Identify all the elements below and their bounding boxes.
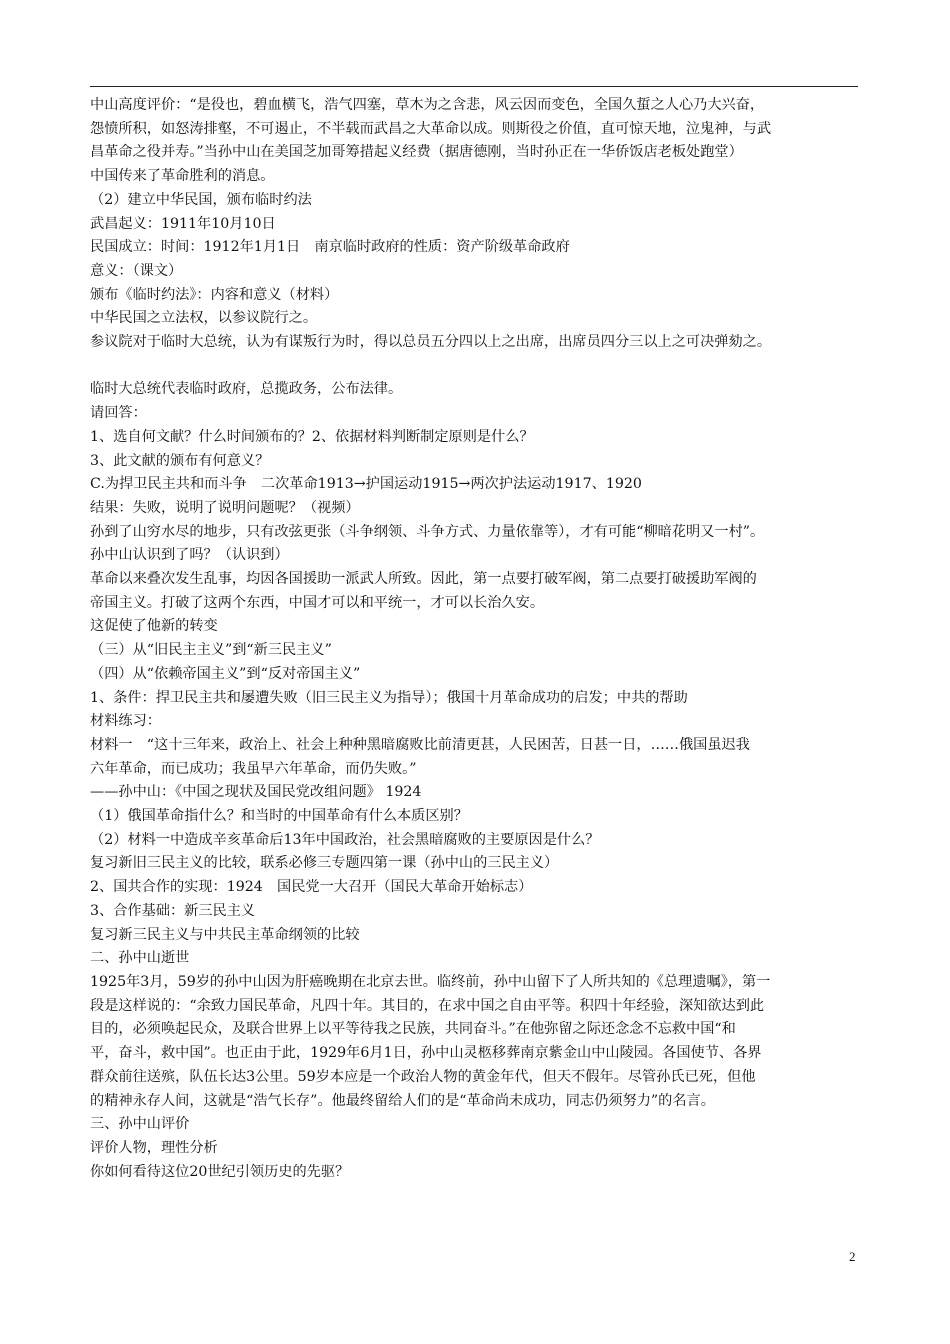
text-line: 颁布《临时约法》：内容和意义（材料） <box>90 286 339 303</box>
text-line: 怨愤所积，如怒涛排壑，不可遏止，不半载而武昌之大革命以成。则斯役之价值，直可惊天地，泣鬼神，与武 <box>90 120 772 137</box>
text-line: 3、合作基础：新三民主义 <box>90 902 256 919</box>
text-line: 临时大总统代表临时政府，总揽政务，公布法律。 <box>90 381 403 398</box>
text-line: （四）从“依赖帝国主义”到“反对帝国主义” <box>90 665 361 682</box>
text-line: 这促使了他新的转变 <box>90 618 218 635</box>
text-line: 帝国主义。打破了这两个东西，中国才可以和平统一，才可以长治久安。 <box>90 594 545 611</box>
text-line: 平，奋斗，救中国”。也正由于此，1929年6月1日，孙中山灵柩移葬南京紫金山中山陵园。各国使节、各界 <box>90 1045 762 1062</box>
text-line: 民国成立：时间：1912年1月1日 南京临时政府的性质：资产阶级革命政府 <box>90 239 570 256</box>
text-line: （1）俄国革命指什么？和当时的中国革命有什么本质区别？ <box>90 808 468 825</box>
text-line: 结果：失败，说明了说明问题呢？（视频） <box>90 499 360 516</box>
text-line: 中国传来了革命胜利的消息。 <box>90 168 275 185</box>
text-line: 材料一 “这十三年来，政治上、社会上种种黑暗腐败比前清更甚，人民困苦，日甚一日，……俄国虽迟我 <box>90 736 750 753</box>
text-line: 2、国共合作的实现：1924 国民党一大召开（国民大革命开始标志） <box>90 879 533 896</box>
document-body <box>90 94 862 1184</box>
text-line: 你如何看待这位20世纪引领历史的先驱？ <box>90 1163 350 1180</box>
text-line: 孙中山认识到了吗？（认识到） <box>90 547 289 564</box>
text-line: 孙到了山穷水尽的地步，只有改弦更张（斗争纲领、斗争方式、力量依靠等），才有可能“柳暗花明又一村”。 <box>90 523 765 540</box>
text-line: 六年革命，而已成功；我虽早六年革命，而仍失败。” <box>90 760 417 777</box>
header-rule <box>90 86 858 87</box>
text-line: 3、此文献的颁布有何意义？ <box>90 452 270 469</box>
text-line: 意义：（课文） <box>90 262 183 279</box>
text-line: 中山高度评价：“是役也，碧血横飞，浩气四塞，草木为之含悲，风云因而变色，全国久蜇之人心乃大兴奋， <box>90 97 765 113</box>
text-line: 的精神永存人间，这就是“浩气长存”。他最终留给人们的是“革命尚未成功，同志仍须努力”的名言。 <box>90 1092 715 1109</box>
text-line: 段是这样说的：“余致力国民革命，凡四十年。其目的，在求中国之自由平等。积四十年经验，深知欲达到此 <box>90 997 765 1014</box>
page-number: 2 <box>849 1249 856 1264</box>
text-line: 材料练习： <box>90 713 161 730</box>
text-line: 革命以来叠次发生乱事，均因各国援助一派武人所致。因此，第一点要打破军阀，第二点要打破援助军阀的 <box>90 571 757 588</box>
text-line: （2）建立中华民国，颁布临时约法 <box>90 191 312 208</box>
text-line: （2）材料一中造成辛亥革命后13年中国政治，社会黑暗腐败的主要原因是什么？ <box>90 831 600 848</box>
text-line: 1925年3月，59岁的孙中山因为肝癌晚期在北京去世。临终前，孙中山留下了人所共知的《总理遗嘱》，第一 <box>90 974 771 990</box>
text-line: 群众前往送殡，队伍长达3公里。59岁本应是一个政治人物的黄金年代，但天不假年。尽管孙氏已死，但他 <box>90 1068 756 1085</box>
text-line: 目的，必须唤起民众，及联合世界上以平等待我之民族，共同奋斗。”在他弥留之际还念念不忘救中国“和 <box>90 1021 736 1038</box>
text-line: （三）从“旧民主主义”到“新三民主义” <box>90 642 332 659</box>
text-line: 1、条件：捍卫民主共和屡遭失败（旧三民主义为指导）；俄国十月革命成功的启发；中共的帮助 <box>90 689 688 706</box>
text-line: 复习新旧三民主义的比较，联系必修三专题四第一课（孙中山的三民主义） <box>90 855 559 872</box>
text-line: 昌革命之役并寿。”当孙中山在美国芝加哥筹措起义经费（据唐德刚，当时孙正在一华侨饭店老板处跑堂） <box>90 144 743 161</box>
text-line: 请回答： <box>90 405 147 422</box>
blank-line <box>90 355 862 379</box>
text-line: 中华民国之立法权，以参议院行之。 <box>90 310 318 327</box>
text-line: ——孙中山：《中国之现状及国民党改组问题》 1924 <box>90 784 422 801</box>
text-line: 1、选自何文献？什么时间颁布的？2、依据材料判断制定原则是什么？ <box>90 428 534 445</box>
text-line: C.为捍卫民主共和而斗争 二次革命1913→护国运动1915→两次护法运动1917、1920 <box>90 476 642 493</box>
text-line: 武昌起义：1911年10月10日 <box>90 215 276 232</box>
text-line: 复习新三民主义与中共民主革命纲领的比较 <box>90 926 360 943</box>
text-line: 三、孙中山评价 <box>90 1116 190 1133</box>
text-line: 参议院对于临时大总统，认为有谋叛行为时，得以总员五分四以上之出席，出席员四分三以上之可决弹劾之。 <box>90 334 772 351</box>
text-line: 二、孙中山逝世 <box>90 950 190 967</box>
text-line: 评价人物，理性分析 <box>90 1139 218 1156</box>
